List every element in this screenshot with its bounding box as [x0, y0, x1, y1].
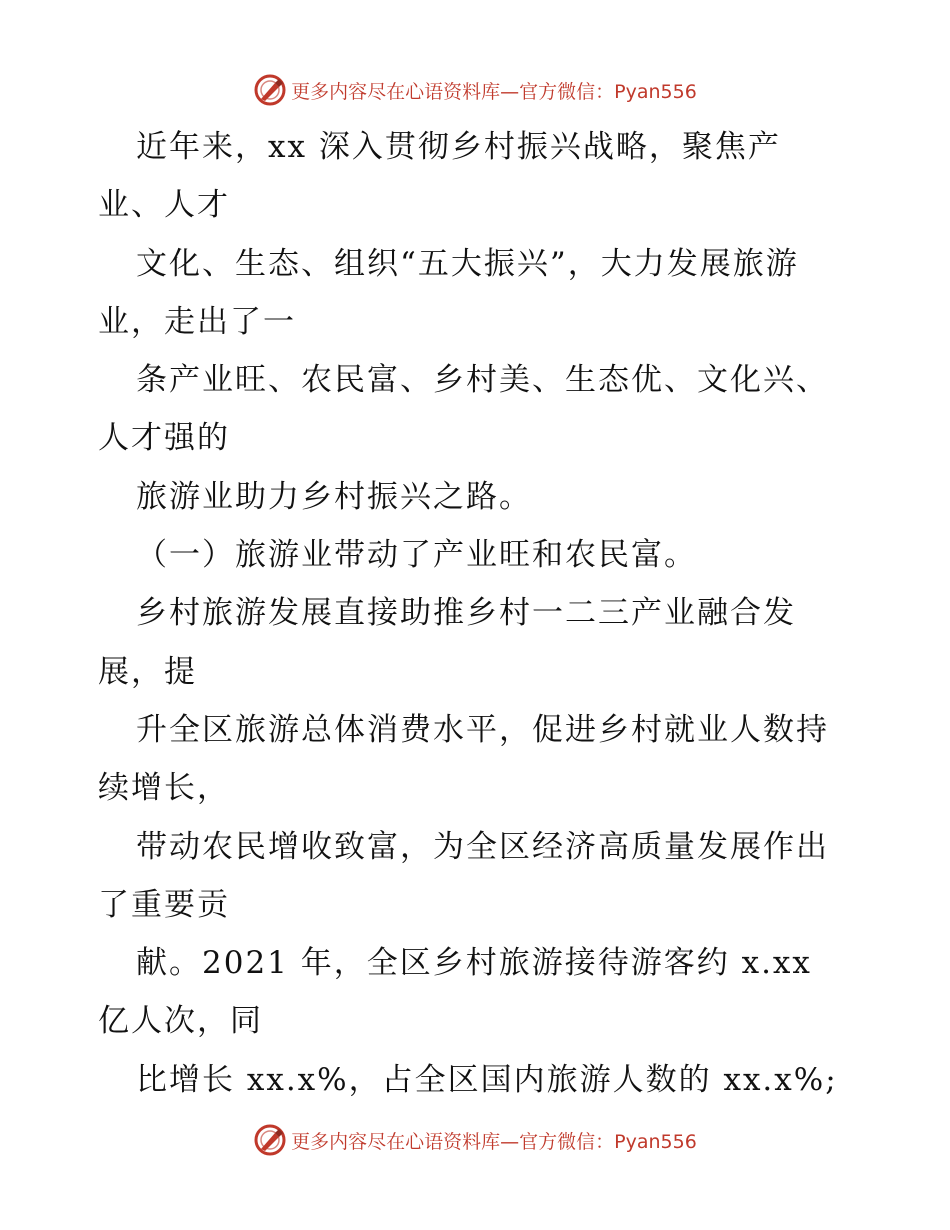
watermark-text: 更多内容尽在心语资料库—官方微信：Pyan556 — [291, 80, 697, 103]
body-line: 业，走出了一 — [98, 303, 296, 340]
body-line: 人才强的 — [98, 420, 230, 457]
body-line: 升全区旅游总体消费水平，促进乡村就业人数持 — [136, 711, 829, 748]
section-heading: （一）旅游业带动了产业旺和农民富。 — [136, 537, 697, 574]
document-body — [98, 118, 858, 1109]
body-line: 了重要贡 — [98, 886, 230, 923]
footer-watermark-banner — [0, 1120, 950, 1160]
body-line: 献。2021 年，全区乡村旅游接待游客约 x.xx — [136, 945, 812, 982]
body-line: 续增长， — [98, 770, 230, 807]
header-watermark-banner — [0, 70, 950, 110]
body-line: 条产业旺、农民富、乡村美、生态优、文化兴、 — [136, 362, 829, 399]
pen-nib-logo-icon — [253, 1123, 287, 1157]
body-line: 比增长 xx.x%，占全区国内旅游人数的 xx.x%; — [136, 1061, 838, 1098]
watermark-text: 更多内容尽在心语资料库—官方微信：Pyan556 — [291, 1130, 697, 1153]
pen-nib-logo-icon — [253, 73, 287, 107]
body-line: 展，提 — [98, 653, 197, 690]
body-line: 旅游业助力乡村振兴之路。 — [136, 478, 532, 515]
body-line: 文化、生态、组织“五大振兴”，大力发展旅游 — [136, 245, 799, 282]
body-line: 带动农民增收致富，为全区经济高质量发展作出 — [136, 828, 829, 865]
body-line: 业、人才 — [98, 187, 230, 224]
body-line: 乡村旅游发展直接助推乡村一二三产业融合发 — [136, 595, 796, 632]
body-line: 近年来，xx 深入贯彻乡村振兴战略，聚焦产 — [136, 129, 781, 165]
body-line: 亿人次，同 — [98, 1003, 263, 1040]
